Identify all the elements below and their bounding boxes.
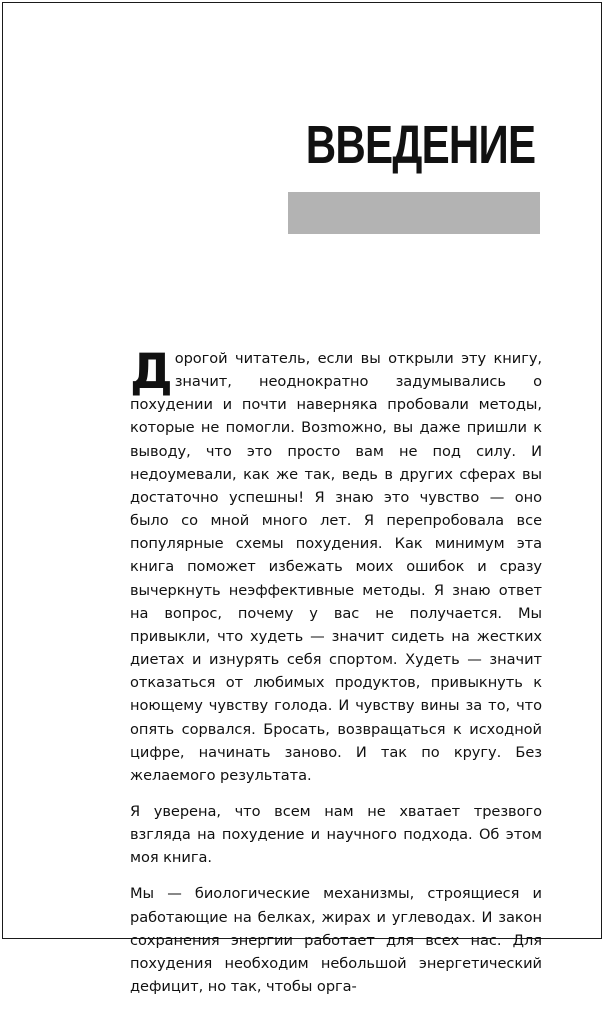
drop-cap: Д — [130, 344, 173, 400]
paragraph-1 — [130, 344, 542, 787]
paragraph-2: Я уверена, что всем нам не хватает трезвого взгляда на похудение и научного подхода. Об этом моя книга. — [130, 802, 542, 867]
book-page — [2, 2, 602, 996]
title-underline-bar — [288, 192, 540, 234]
chapter-title: ВВЕДЕНИЕ — [305, 115, 535, 175]
paragraph-3: Мы — биологические механизмы, строящиеся и работающие на белках, жирах и углеводах. И закон сохранения энергии работает для всех нас. Для похудения необходим небольшой энергетический дефицит, но так, чтобы орга- — [130, 885, 542, 996]
paragraph-1-text: орогой читатель, если вы открыли эту книгу, значит, неоднократно задумывались о похудении и почти наверняка пробовали методы, которые не помогли. Возmожно, вы даже пришли к выводу, что это просто вам не под силу. И недоумевали, как же так, ведь в других сферах вы достаточно успешны! Я знаю это чувство — оно было со мной много лет. Я перепробовала все популярные схемы похудения. Как минимум эта книга поможет избежать моих ошибок и сразу вычеркнуть неэффективные методы. Я знаю ответ на вопрос, почему у вас не получается. Мы привыкли, что худеть — значит сидеть на жестких диетах и изнурять себя спортом. Худеть — значит отказаться от любимых продуктов, привыкнуть к ноющему чувству голода. И чувству вины за то, что опять сорвался. Бросать, возвращаться к исходной цифре, начинать заново. И так по кругу. Без желаемого результата. — [130, 350, 542, 784]
body-text — [130, 344, 542, 1011]
